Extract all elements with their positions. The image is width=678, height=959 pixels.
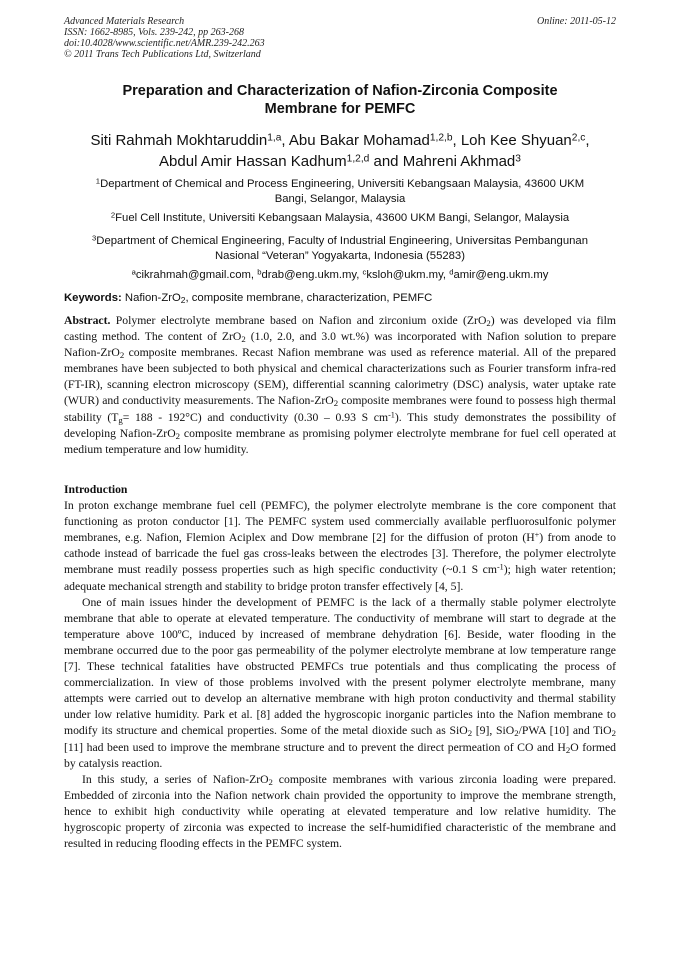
affiliation-3	[64, 234, 616, 264]
journal-name: Advanced Materials Research	[64, 16, 185, 27]
author-separator: and	[369, 153, 403, 170]
author-emails: $^a$cikrahmah@gmail.com, $^b$drab@eng.ukm.my, $^c$ksloh@ukm.my, $^d$amir@eng.ukm.my	[131, 267, 549, 281]
introduction-section	[64, 482, 616, 852]
paragraph: One of main issues hinder the development of PEMFC is the lack of a thermally stable polymer electrolyte membrane that able to operate at elevated temperature. The conductivity of membrane will start to degrade at the temperature above 100ºC, induced by increased of membrane dehydration [6]. Beside, water flooding in the membrane occurred due to the poor gas permeability of the polymer electrolyte membrane at low temperature range [7]. These technical fatalities have obstructed PEMFCs true potentials and thus complicating the process of commercialization. In view of those problems involved with the present polymer electrolyte membrane, many attempts were carried out to develop an alternative membrane with high proton conductivity and thermal stability under low relative humidity. Park et al. [8] added the hygroscopic inorganic particles into the Nafion membrane to modify its structure and chemical properties. Some of the metal dioxide such as SiO$_2$ [9], SiO$_2$/PWA [10] and TiO$_2$ [11] had been used to improve the membrane structure and to prevent the direct permeation of CO and $H_2O$ formed by catalysis reaction.	[64, 595, 616, 770]
affiliation-1-line-1: $^1$Department of Chemical and Process Engineering, Universiti Kebangsaan Malaysia, 43600 UKM	[95, 176, 585, 190]
keywords-label: Keywords:	[64, 292, 122, 304]
paper-title	[64, 82, 616, 118]
paragraph: In proton exchange membrane fuel cell (PEMFC), the polymer electrolyte membrane is the core component that functioning as proton conductor [1]. The PEMFC system used commercially available perfluorosulfonic polymer membranes, e.g. Nafion, Flemion Aciplex and Dow membrane [2] for the diffusion of proton (H+) from anode to cathode instead of barricade the fuel gas cross-leaks between the electrodes [3]. Therefore, the polymer electrolyte membrane must readily possess properties such as high specific conductivity (~0.1 S $cm^{-1}$); high water retention; adequate mechanical strength and stability to bridge proton transfer effectively [4, 5].	[64, 499, 617, 593]
author-list	[64, 130, 616, 172]
author-affiliation-mark: 1,2,b	[429, 132, 453, 144]
keywords: Keywords: Nafion-ZrO$_2$, composite membrane, characterization, PEMFC	[64, 292, 433, 305]
author-affiliation-mark: 1,2,d	[346, 153, 370, 165]
affiliation-1-line-2: Bangi, Selangor, Malaysia	[274, 193, 406, 205]
online-date: Online: 2011-05-12	[537, 16, 616, 27]
email-link[interactable]: ksloh@ukm.my,	[366, 269, 450, 281]
author-separator: ,	[281, 132, 289, 149]
affiliation-3-line-2: Nasional “Veteran” Yogyakarta, Indonesia (55283)	[215, 250, 465, 262]
author-name: Mahreni Akhmad	[402, 153, 516, 170]
abstract: Abstract. Polymer electrolyte membrane based on Nafion and zirconium oxide (ZrO$_2$) was developed via film casting method. The content of ZrO$_2$ (1.0, 2.0, and 3.0 wt.%) was incorporated with Nafion solution to prepare Nafion-ZrO$_2$ composite membranes. Recast Nafion membrane was used as reference material. All of the prepared membranes have been subjected to both physical and chemical characterizations such as Fourier transform infra-red (FT-IR), scanning electron microscopy (SEM), differential scanning calorimetry (DSC) analysis, water uptake rate (WUR) and conductivity measurements. The Nafion-ZrO$_2$ composite membranes were found to possess high thermal stability $(T_g= 188 - 192^\circ C)$ and conductivity (0.30 – 0.93 S $cm^{-1}$). This study demonstrates the possibility of developing Nafion-ZrO$_2$ composite membrane as promising polymer electrolyte membrane for fuel cell operated at medium temperature and low humidity.	[64, 314, 617, 456]
email-link[interactable]: amir@eng.ukm.my	[453, 269, 549, 281]
author-name: Abdul Amir Hassan Kadhum	[159, 153, 347, 170]
email-link[interactable]: drab@eng.ukm.my,	[261, 269, 363, 281]
author-name: Loh Kee Shyuan	[460, 132, 572, 149]
copyright-line: © 2011 Trans Tech Publications Ltd, Switzerland	[64, 49, 261, 60]
author-separator: ,	[585, 132, 590, 149]
author-name: Abu Bakar Mohamad	[288, 132, 430, 149]
doi-line: doi:10.4028/www.scientific.net/AMR.239-242.263	[64, 38, 265, 49]
affiliation-1	[64, 177, 616, 207]
title-line-1: Preparation and Characterization of Nafion-Zirconia Composite	[122, 83, 558, 99]
author-name: Siti Rahmah Mokhtaruddin	[90, 132, 268, 149]
author-line-2	[64, 151, 616, 172]
author-affiliation-mark: 1,a	[267, 132, 282, 144]
affiliation-3-line-1: $^3$Department of Chemical Engineering, Faculty of Industrial Engineering, Universitas Pembangunan	[92, 233, 588, 247]
paragraph: In this study, a series of Nafion-ZrO$_2$ composite membranes with various zirconia loading were prepared. Embedded of zirconia into the Nafion network chain provided the opportunity to improve the membrane strength, hence to exhibit high conductivity while operating at elevated temperature and low relative humidity. The hygroscopic property of zirconia was expected to increase the self-humidified characteristic of the membrane and resulted in reducing flooding effects in the PEMFC system.	[64, 772, 617, 851]
abstract-label: Abstract.	[64, 314, 111, 327]
section-heading: Introduction	[64, 483, 128, 496]
author-line-1	[64, 130, 616, 151]
publication-info	[64, 16, 265, 60]
affiliation-2: $^2$Fuel Cell Institute, Universiti Kebangsaan Malaysia, 43600 UKM Bangi, Selangor, Malaysia	[110, 210, 570, 224]
email-link[interactable]: cikrahmah@gmail.com,	[135, 269, 258, 281]
title-line-2: Membrane for PEMFC	[264, 101, 416, 117]
author-separator: ,	[452, 132, 461, 149]
author-affiliation-mark: 2,c	[571, 132, 586, 144]
author-affiliation-mark: 3	[515, 153, 521, 165]
issn-line: ISSN: 1662-8985, Vols. 239-242, pp 263-268	[64, 27, 244, 38]
